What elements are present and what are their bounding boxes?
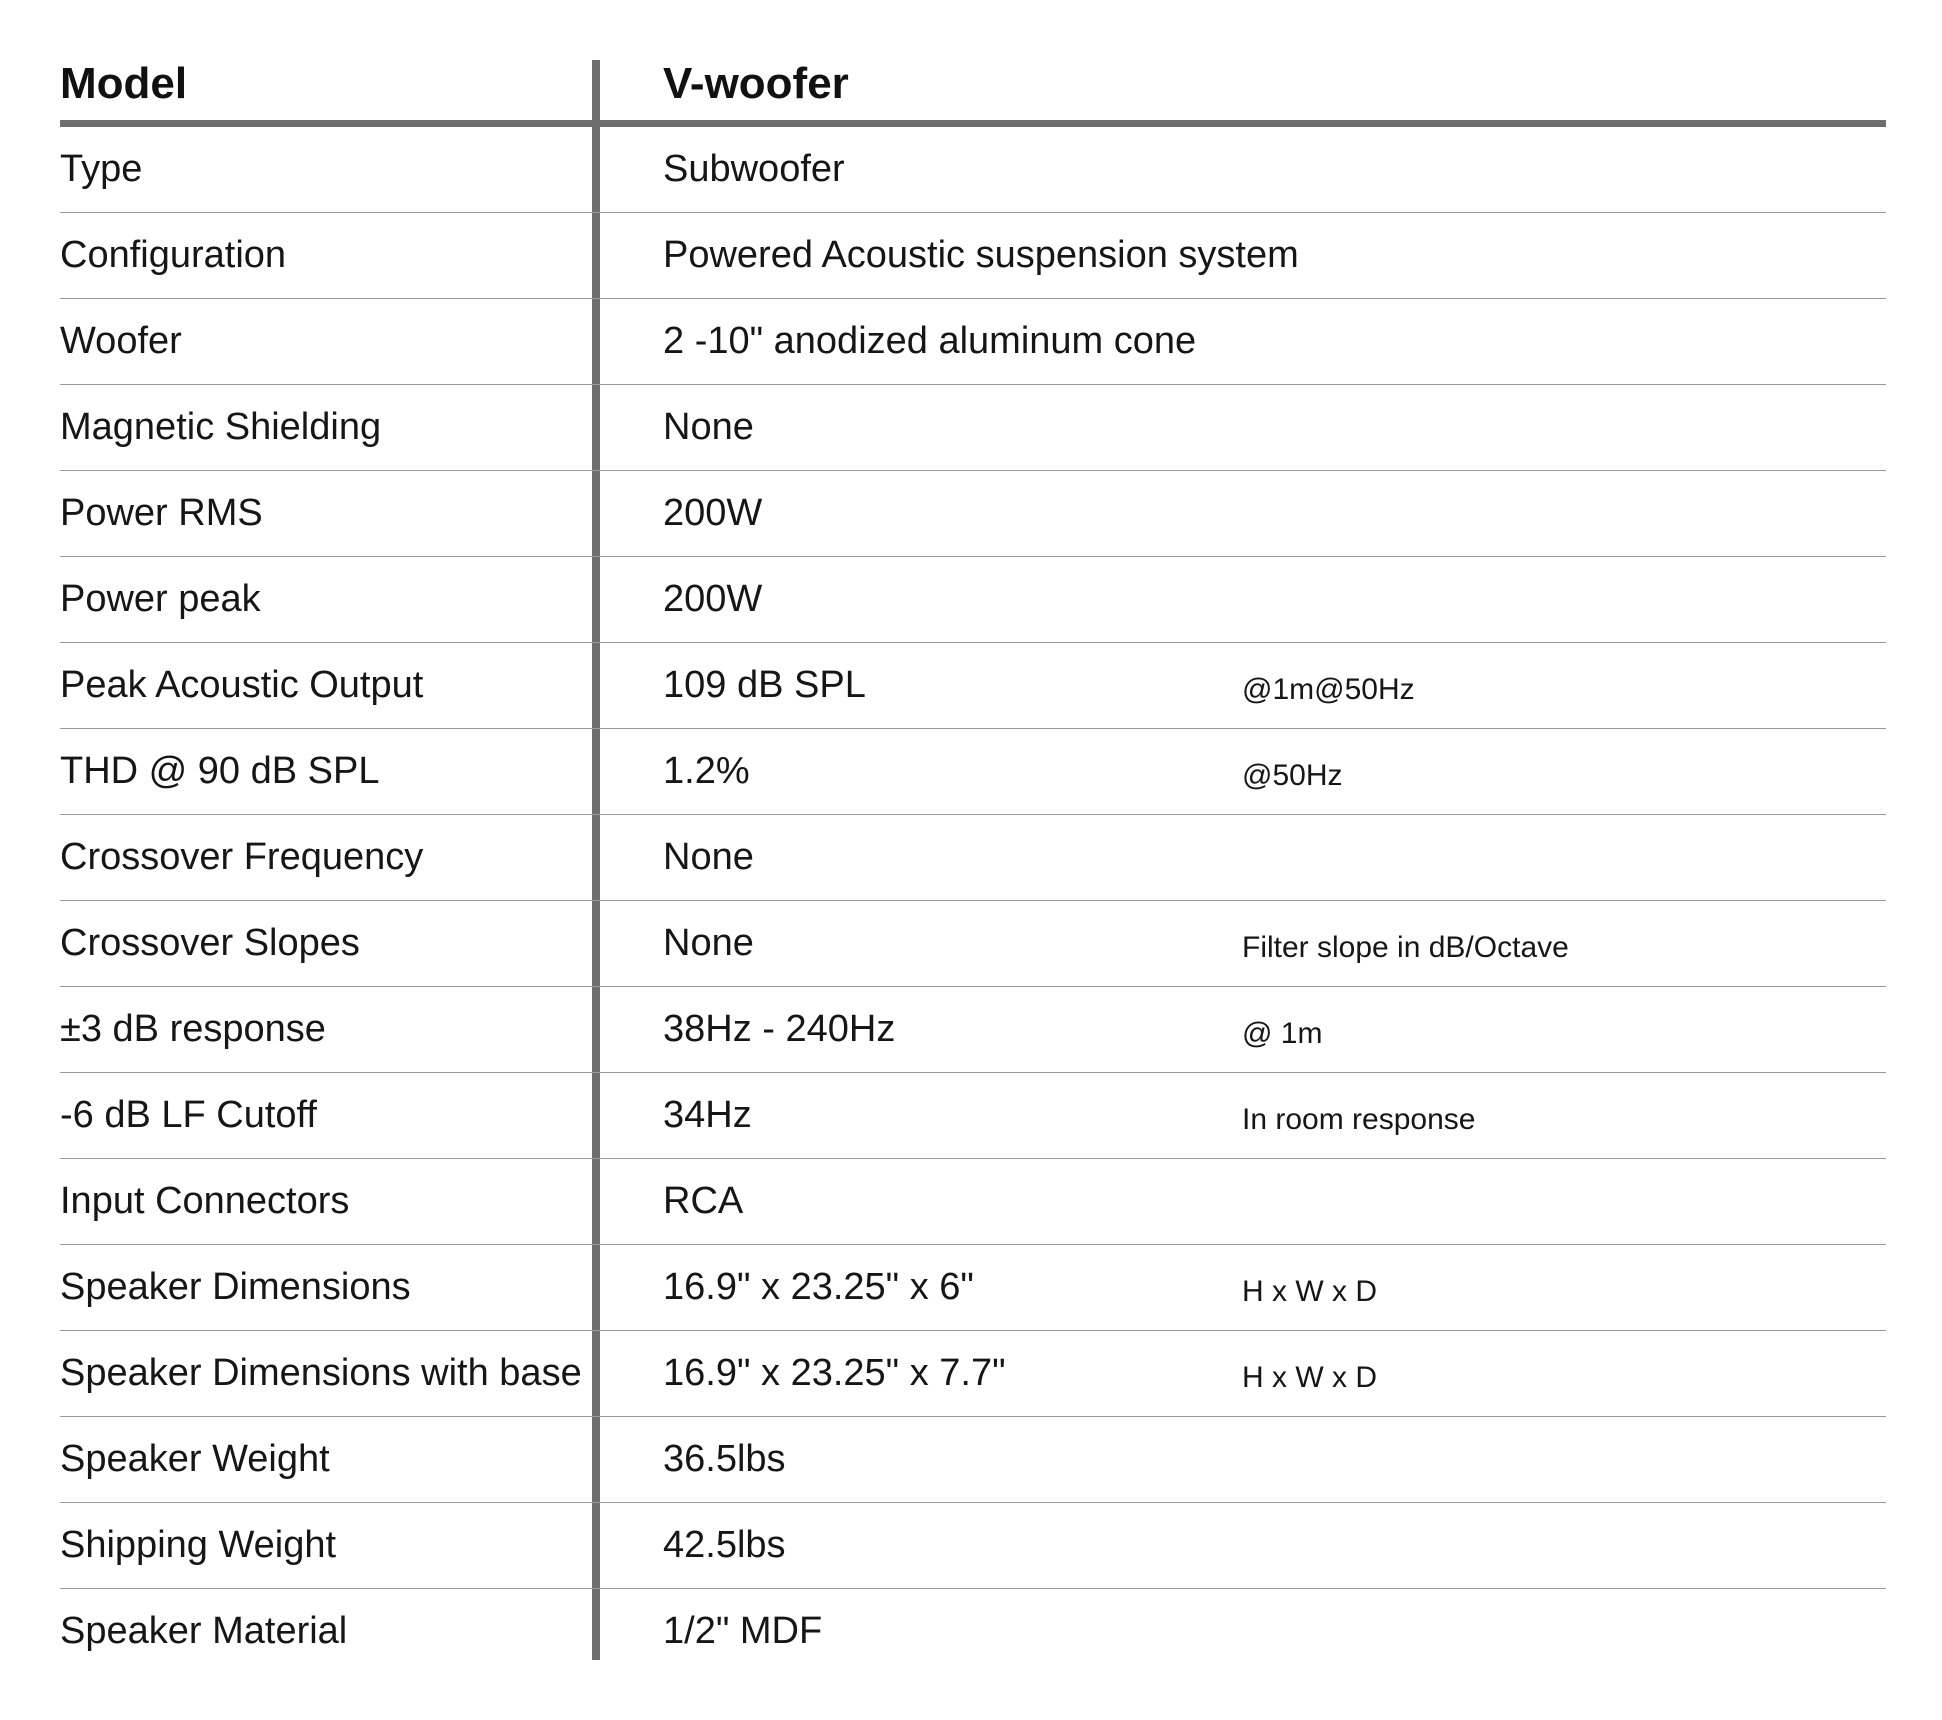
table-header [60, 60, 1886, 127]
spec-value: 1/2" MDF [663, 1610, 823, 1652]
spec-value: Powered Acoustic suspension system [663, 234, 1299, 276]
spec-label: Power RMS [60, 492, 263, 534]
spec-label: Input Connectors [60, 1180, 350, 1222]
spec-value: 36.5lbs [663, 1438, 786, 1480]
spec-value: 16.9" x 23.25" x 6" [663, 1266, 974, 1308]
spec-value: 2 -10" anodized aluminum cone [663, 320, 1197, 362]
table-row [60, 1589, 1886, 1674]
table-row [60, 557, 1886, 643]
table-row [60, 1331, 1886, 1417]
spec-label: Speaker Material [60, 1610, 348, 1652]
table-row [60, 815, 1886, 901]
spec-label: Woofer [60, 320, 182, 362]
spec-note: @ 1m [1242, 1017, 1323, 1050]
spec-value: 34Hz [663, 1094, 752, 1136]
spec-label: THD @ 90 dB SPL [60, 750, 380, 792]
table-row [60, 1159, 1886, 1245]
spec-label: Power peak [60, 578, 261, 620]
spec-label: Configuration [60, 234, 287, 276]
spec-label: Crossover Slopes [60, 922, 360, 964]
table-row [60, 471, 1886, 557]
spec-rows [60, 127, 1886, 1674]
table-row [60, 987, 1886, 1073]
table-row [60, 901, 1886, 987]
spec-value: RCA [663, 1180, 744, 1222]
spec-label: Speaker Dimensions with base [60, 1352, 582, 1394]
spec-label: Magnetic Shielding [60, 406, 382, 448]
table-row [60, 1073, 1886, 1159]
spec-value: 1.2% [663, 750, 750, 792]
table-row [60, 1245, 1886, 1331]
spec-note: In room response [1242, 1103, 1476, 1136]
table-row [60, 127, 1886, 213]
table-row [60, 213, 1886, 299]
spec-label: Shipping Weight [60, 1524, 337, 1566]
table-row [60, 729, 1886, 815]
spec-note: Filter slope in dB/Octave [1242, 931, 1569, 964]
table-row [60, 1417, 1886, 1503]
spec-value: 42.5lbs [663, 1524, 786, 1566]
spec-value: Subwoofer [663, 148, 845, 190]
spec-value: 200W [663, 578, 763, 620]
spec-value: 200W [663, 492, 763, 534]
spec-value: None [663, 836, 754, 878]
spec-note: @50Hz [1242, 759, 1343, 792]
header-model-label: Model [60, 59, 188, 108]
spec-label: ±3 dB response [60, 1008, 326, 1050]
spec-label: Peak Acoustic Output [60, 664, 424, 706]
spec-value: 109 dB SPL [663, 664, 866, 706]
spec-label: Speaker Weight [60, 1438, 330, 1480]
spec-label: Speaker Dimensions [60, 1266, 411, 1308]
spec-value: 38Hz - 240Hz [663, 1008, 896, 1050]
table-row [60, 299, 1886, 385]
spec-value: None [663, 922, 754, 964]
table-row [60, 643, 1886, 729]
spec-label: Type [60, 148, 143, 190]
header-model-value: V-woofer [663, 59, 849, 108]
table-row [60, 385, 1886, 471]
spec-note: H x W x D [1242, 1361, 1377, 1394]
spec-value: 16.9" x 23.25" x 7.7" [663, 1352, 1006, 1394]
spec-label: Crossover Frequency [60, 836, 424, 878]
spec-value: None [663, 406, 754, 448]
table-row [60, 1503, 1886, 1589]
spec-note: H x W x D [1242, 1275, 1377, 1308]
spec-label: -6 dB LF Cutoff [60, 1094, 317, 1136]
spec-note: @1m@50Hz [1242, 673, 1415, 706]
spec-table [60, 60, 1886, 1674]
